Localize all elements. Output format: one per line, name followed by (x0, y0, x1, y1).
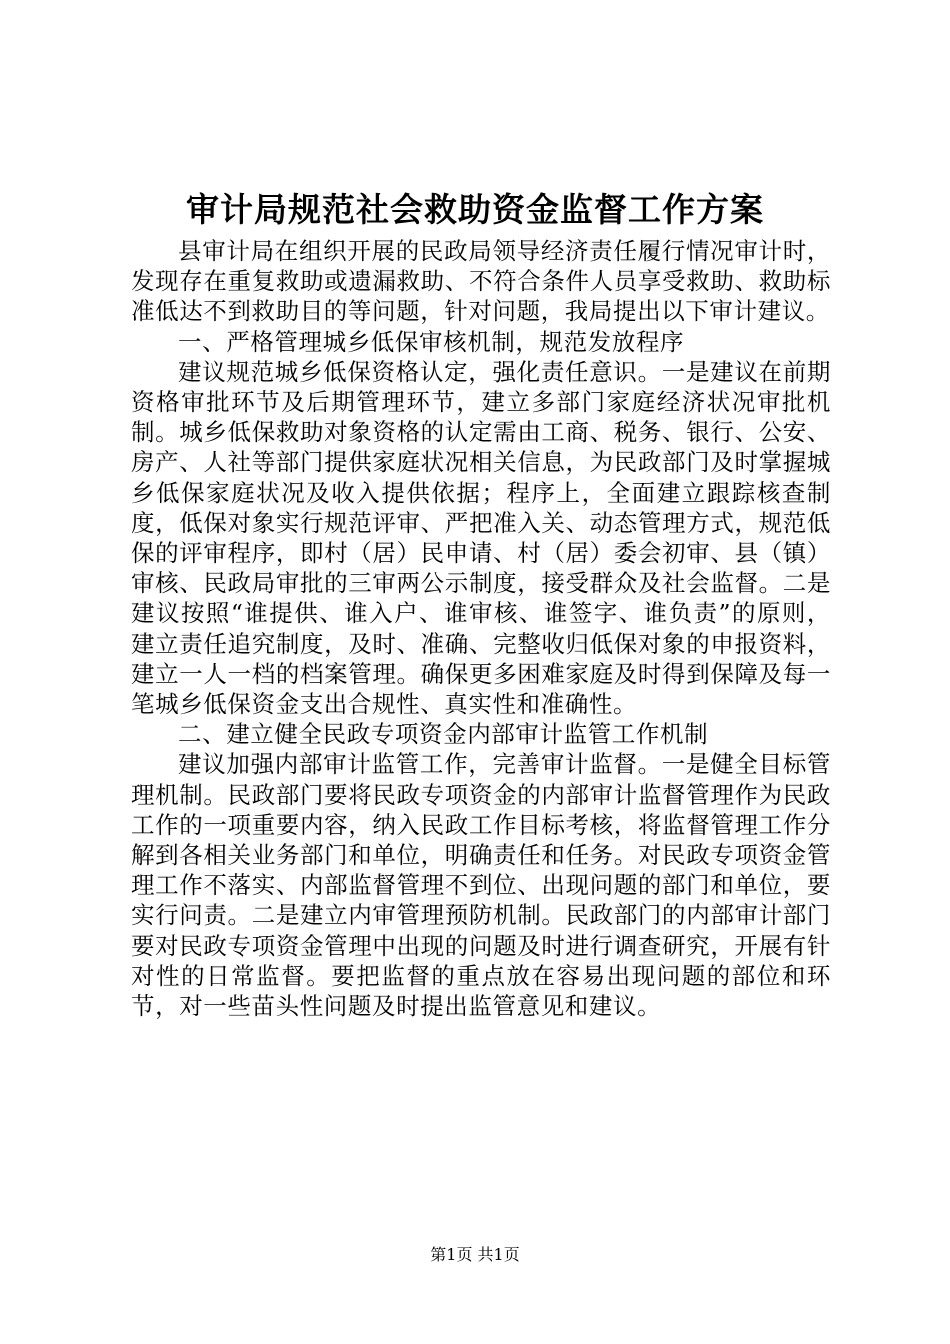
document-title: 审计局规范社会救助资金监督工作方案 (186, 190, 764, 229)
document-body (131, 236, 831, 1021)
section-2-heading: 二、建立健全民政专项资金内部审计监管工作机制 (178, 720, 709, 749)
section-1-heading: 一、严格管理城乡低保审核机制，规范发放程序 (178, 327, 685, 356)
page-footer: 第1页 共1页 (430, 1245, 520, 1264)
intro-paragraph: 县审计局在组织开展的民政局领导经济责任履行情况审计时，发现存在重复救助或遗漏救助、不符合条件人员享受救助、救助标准低达不到救助目的等问题，针对问题，我局提出以下审计建议。 (131, 237, 831, 326)
section-2-paragraph: 建议加强内部审计监管工作，完善审计监督。一是健全目标管理机制。民政部门要将民政专项资金的内部审计监督管理作为民政工作的一项重要内容，纳入民政工作目标考核，将监督管理工作分解到各相关业务部门和单位，明确责任和任务。对民政专项资金管理工作不落实、内部监督管理不到位、出现问题的部门和单位，要实行问责。二是建立内审管理预防机制。民政部门的内部审计部门要对民政专项资金管理中出现的问题及时进行调查研究，开展有针对性的日常监督。要把监督的重点放在容易出现问题的部位和环节，对一些苗头性问题及时提出监管意见和建议。 (131, 750, 831, 1021)
section-1-paragraph: 建议规范城乡低保资格认定，强化责任意识。一是建议在前期资格审批环节及后期管理环节，建立多部门家庭经济状况审批机制。城乡低保救助对象资格的认定需由工商、税务、银行、公安、房产、人社等部门提供家庭状况相关信息，为民政部门及时掌握城乡低保家庭状况及收入提供依据；程序上，全面建立跟踪核查制度，低保对象实行规范评审、严把准入关、动态管理方式，规范低保的评审程序，即村（居）民申请、村（居）委会初审、县（镇）审核、民政局审批的三审两公示制度，接受群众及社会监督。二是建议按照“谁提供、谁入户、谁审核、谁签字、谁负责”的原则，建立责任追究制度，及时、准确、完整收归低保对象的申报资料，建立一人一档的档案管理。确保更多困难家庭及时得到保障及每一笔城乡低保资金支出合规性、真实性和准确性。 (131, 357, 831, 719)
